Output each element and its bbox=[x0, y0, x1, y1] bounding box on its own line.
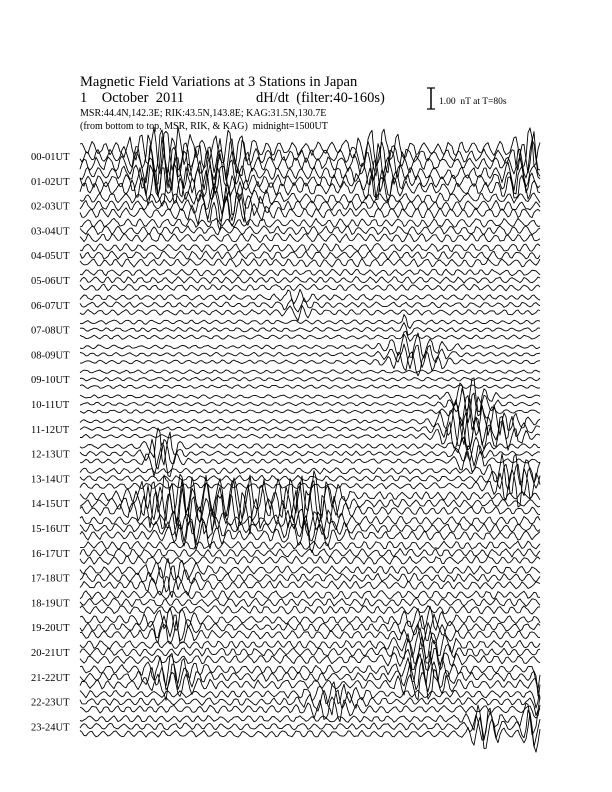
trace-msr-13-14ut bbox=[80, 468, 540, 507]
date-label: 1 October 2011 bbox=[80, 90, 185, 106]
hour-label: 01-02UT bbox=[31, 176, 70, 188]
trace-kag-02-03ut bbox=[80, 182, 540, 215]
hour-label: 13-14UT bbox=[31, 474, 70, 486]
scale-indicator bbox=[427, 88, 507, 109]
order-label: (from bottom to top, MSR, RIK, & KAG) midnight=1500UT bbox=[80, 121, 328, 132]
trace-msr-05-06ut bbox=[80, 284, 540, 291]
hour-label: 12-13UT bbox=[31, 449, 70, 461]
trace-rik-06-07ut bbox=[80, 298, 540, 312]
hour-label: 10-11UT bbox=[31, 400, 70, 411]
trace-rik-11-12ut bbox=[80, 410, 540, 448]
scale-label: 1.00 nT at T=80s bbox=[439, 97, 507, 107]
trace-msr-03-04ut bbox=[80, 234, 540, 243]
hour-label: 02-03UT bbox=[31, 201, 70, 213]
trace-kag-21-22ut bbox=[80, 651, 540, 689]
trace-msr-04-05ut bbox=[80, 258, 540, 267]
trace-msr-16-17ut bbox=[80, 556, 540, 564]
hour-label: 07-08UT bbox=[31, 325, 70, 337]
trace-rik-18-19ut bbox=[80, 598, 540, 607]
hour-label: 08-09UT bbox=[31, 350, 70, 362]
hour-labels bbox=[31, 152, 70, 733]
trace-group bbox=[80, 127, 540, 752]
hour-label: 20-21UT bbox=[31, 648, 70, 659]
trace-kag-17-18ut bbox=[80, 558, 540, 580]
trace-rik-09-10ut bbox=[80, 377, 540, 381]
trace-kag-04-05ut bbox=[80, 244, 540, 252]
trace-rik-04-05ut bbox=[80, 251, 540, 260]
hour-label: 14-15UT bbox=[31, 499, 70, 511]
hour-label: 17-18UT bbox=[31, 573, 70, 585]
hour-label: 11-12UT bbox=[31, 424, 70, 436]
hour-label: 05-06UT bbox=[31, 276, 70, 287]
measure-label: dH/dt (filter:40-160s) bbox=[256, 90, 385, 106]
hour-label: 09-10UT bbox=[31, 375, 70, 387]
trace-kag-03-04ut bbox=[80, 218, 540, 227]
chart-title: Magnetic Field Variations at 3 Stations in Japan bbox=[80, 74, 358, 90]
trace-kag-09-10ut bbox=[80, 370, 540, 374]
hour-label: 22-23UT bbox=[31, 697, 70, 709]
hour-label: 23-24UT bbox=[31, 722, 70, 734]
trace-rik-16-17ut bbox=[80, 549, 540, 558]
trace-kag-07-08ut bbox=[80, 315, 540, 329]
hour-label: 15-16UT bbox=[31, 524, 70, 535]
hour-label: 19-20UT bbox=[31, 623, 70, 635]
stations-label: MSR:44.4N,142.3E; RIK:43.5N,143.8E; KAG:31.5N,130.7E bbox=[80, 108, 327, 119]
trace-msr-17-18ut bbox=[80, 575, 540, 597]
trace-rik-07-08ut bbox=[80, 323, 540, 336]
hour-label: 21-22UT bbox=[31, 672, 70, 684]
trace-msr-07-08ut bbox=[80, 331, 540, 341]
trace-rik-05-06ut bbox=[80, 277, 540, 284]
hour-label: 03-04UT bbox=[31, 226, 70, 238]
hour-label: 16-17UT bbox=[31, 548, 70, 560]
hour-label: 18-19UT bbox=[31, 598, 70, 610]
hour-label: 06-07UT bbox=[31, 300, 70, 312]
trace-kag-06-07ut bbox=[80, 289, 540, 303]
chart-header bbox=[80, 74, 385, 132]
hour-label: 00-01UT bbox=[31, 152, 70, 163]
hour-label: 04-05UT bbox=[31, 251, 70, 263]
trace-rik-23-24ut bbox=[80, 710, 540, 747]
trace-kag-18-19ut bbox=[80, 591, 540, 600]
trace-kag-08-09ut bbox=[80, 333, 540, 358]
trace-kag-05-06ut bbox=[80, 269, 540, 276]
trace-msr-18-19ut bbox=[80, 606, 540, 615]
